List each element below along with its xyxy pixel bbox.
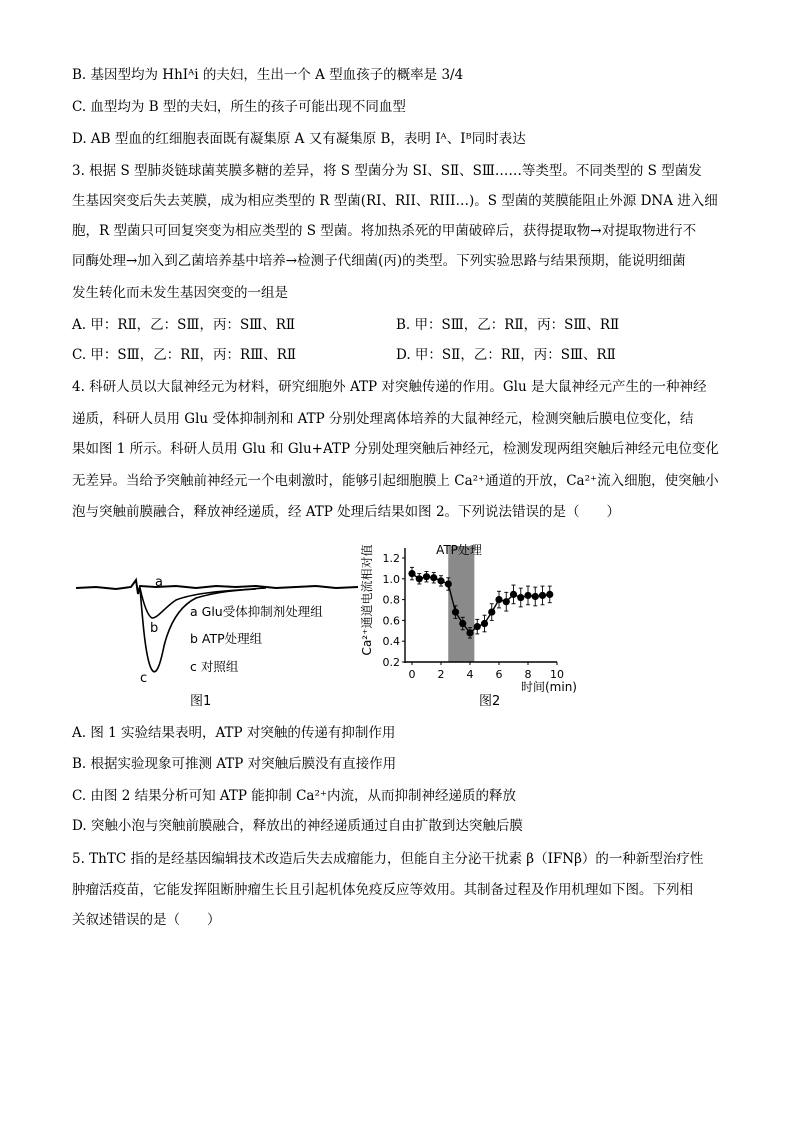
series-line <box>412 574 550 633</box>
y-tick-label: 0.2 <box>382 656 400 669</box>
y-tick-label: 0.4 <box>382 635 400 649</box>
curve-label-a: a <box>155 575 163 590</box>
q4-option-a: A. 图 1 实验结果表明，ATP 对突触的传递有抑制作用 <box>72 725 396 741</box>
chart-xlabel: 时间(min) <box>521 680 577 694</box>
figure-2-chart <box>355 540 600 700</box>
q5-stem-line: 关叙述错误的是（ ） <box>72 912 221 928</box>
figure-1-caption: 图1 <box>190 694 212 709</box>
data-point <box>416 575 423 582</box>
data-point <box>488 608 495 615</box>
q3-option-d: D. 甲：SⅡ，乙：RⅡ，丙：SⅢ、RⅡ <box>396 347 616 363</box>
q4-option-c: C. 由图 2 结果分析可知 ATP 能抑制 Ca²⁺内流，从而抑制神经递质的释放 <box>72 788 516 804</box>
data-point <box>517 594 524 601</box>
data-point <box>546 591 553 598</box>
q5-stem-line: 肿瘤活疫苗，它能发挥阻断肿瘤生长且引起机体免疫反应等效用。其制备过程及作用机理如下图。下列相 <box>72 882 693 898</box>
data-point <box>481 620 488 627</box>
fig1-legend-b: b ATP处理组 <box>190 631 263 646</box>
data-point <box>459 620 466 627</box>
data-point <box>430 574 437 581</box>
atp-shaded-region <box>448 546 474 662</box>
fig1-legend-a: a Glu受体抑制剂处理组 <box>190 604 323 619</box>
fig1-legend-c: c 对照组 <box>190 659 239 674</box>
chart-ylabel: Ca²⁺通道电流相对值 <box>360 544 374 656</box>
q4-stem-line: 无差异。当给予突触前神经元一个电刺激时，能够引起细胞膜上 Ca²⁺通道的开放，Ca²⁺流入细胞，使突触小 <box>72 473 719 489</box>
data-point <box>495 596 502 603</box>
x-tick-label: 6 <box>495 668 503 681</box>
data-point <box>423 573 430 580</box>
q2-option-b: B. 基因型均为 HhIᴬi 的夫妇，生出一个 A 型血孩子的概率是 3/4 <box>72 67 464 83</box>
q3-stem-line: 同酶处理→加入到乙菌培养基中培养→检测子代细菌(丙)的类型。下列实验思路与结果预期，能说明细菌 <box>72 253 686 269</box>
q2-option-c: C. 血型均为 B 型的夫妇，所生的孩子可能出现不同血型 <box>72 99 406 115</box>
x-tick-label: 4 <box>466 668 474 681</box>
q4-option-b: B. 根据实验现象可推测 ATP 对突触后膜没有直接作用 <box>72 756 397 772</box>
q4-stem-line: 递质，科研人员用 Glu 受体抑制剂和 ATP 分别处理离体培养的大鼠神经元，检测突触后膜电位变化，结 <box>72 411 694 427</box>
data-point <box>524 592 531 599</box>
data-point <box>445 580 452 587</box>
data-point <box>532 593 539 600</box>
q4-stem-line: 泡与突触前膜融合，释放神经递质，经 ATP 处理后结果如图 2。下列说法错误的是（ ） <box>72 504 621 520</box>
data-point <box>408 570 415 577</box>
y-tick-label: 0.6 <box>382 614 400 628</box>
data-point <box>503 598 510 605</box>
q3-stem-line: 胞，R 型菌只可回复突变为相应类型的 S 型菌。将加热杀死的甲菌破碎后，获得提取物→对提取物进行不 <box>72 223 697 239</box>
q3-stem-line: 发生转化而未发生基因突变的一组是 <box>72 285 288 301</box>
q3-stem-line: 生基因突变后失去荚膜，成为相应类型的 R 型菌(RI、RII、RIII…)。S 型菌的荚膜能阻止外源 DNA 进入细 <box>72 193 718 209</box>
x-tick-label: 0 <box>408 668 416 681</box>
q3-stem-line: 3. 根据 S 型肺炎链球菌荚膜多糖的差异，将 S 型菌分为 SI、SⅡ、SⅢ……等类型。不同类型的 S 型菌发 <box>72 163 702 179</box>
q2-option-d: D. AB 型血的红细胞表面既有凝集原 A 又有凝集原 B，表明 Iᴬ、Iᴮ同时表达 <box>72 131 526 147</box>
y-tick-label: 1.0 <box>382 572 400 586</box>
data-point <box>539 592 546 599</box>
data-point <box>466 629 473 636</box>
q4-option-d: D. 突触小泡与突触前膜融合，释放出的神经递质通过自由扩散到达突触后膜 <box>72 818 523 834</box>
data-point <box>452 608 459 615</box>
figure-2-caption: 图2 <box>479 694 501 709</box>
data-point <box>510 591 517 598</box>
q4-stem-line: 4. 科研人员以大鼠神经元为材料，研究细胞外 ATP 对突触传递的作用。Glu 是大鼠神经元产生的一种神经 <box>72 379 707 395</box>
x-tick-label: 2 <box>437 668 445 681</box>
q4-stem-line: 果如图 1 所示。科研人员用 Glu 和 Glu+ATP 分别处理突触后神经元，检测发现两组突触后神经元电位变化 <box>72 441 719 457</box>
q5-stem-line: 5. ThTC 指的是经基因编辑技术改造后失去成瘤能力，但能自主分泌干扰素 β（IFNβ）的一种新型治疗性 <box>72 851 704 867</box>
q3-option-a: A. 甲：RⅡ，乙：SⅢ，丙：SⅢ、RⅡ <box>72 317 296 333</box>
q3-option-c: C. 甲：SⅢ，乙：RⅡ，丙：RⅢ、RⅡ <box>72 347 297 363</box>
data-point <box>474 623 481 630</box>
y-tick-label: 0.8 <box>382 593 400 607</box>
data-point <box>437 577 444 584</box>
x-tick-label: 8 <box>524 668 532 681</box>
chart-shade-label: ATP处理 <box>436 543 482 557</box>
curve-label-c: c <box>140 671 148 686</box>
y-tick-label: 1.2 <box>382 552 400 565</box>
q3-option-b: B. 甲：SⅢ，乙：RⅡ，丙：SⅢ、RⅡ <box>396 317 620 333</box>
curve-label-b: b <box>150 621 159 636</box>
x-tick-label: 10 <box>550 668 564 681</box>
